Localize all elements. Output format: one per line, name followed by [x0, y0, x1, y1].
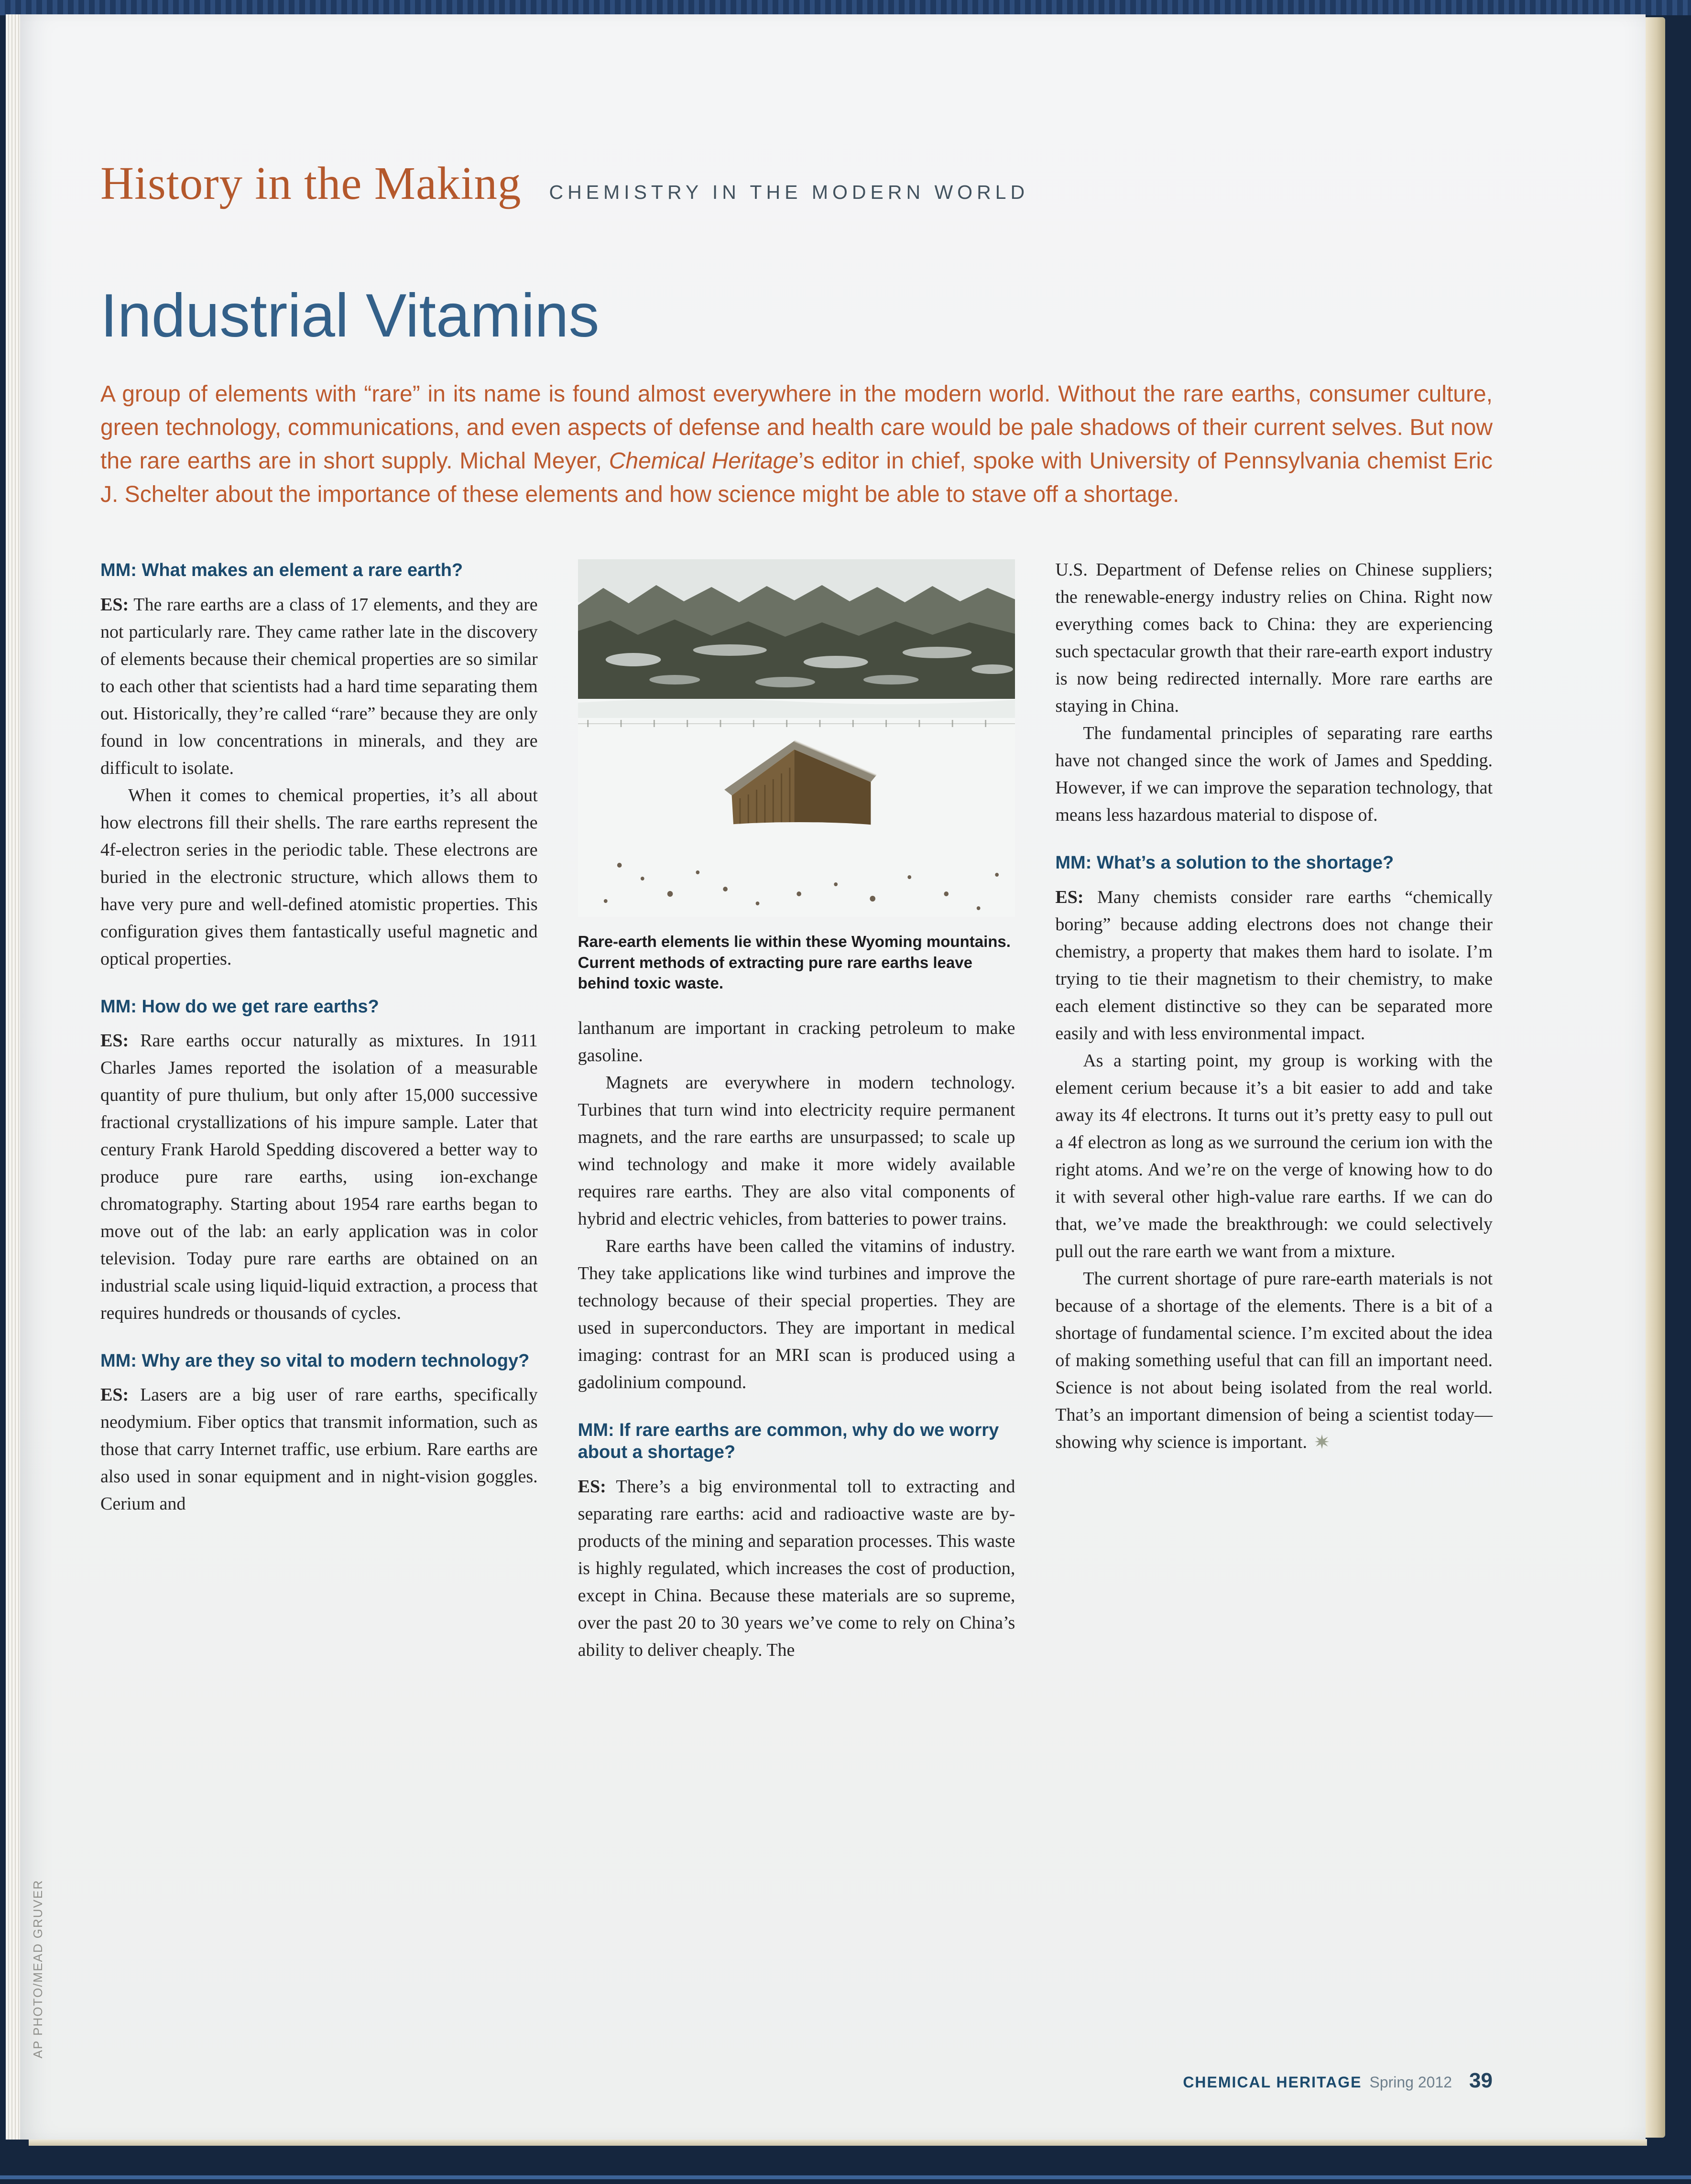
- paragraph-continued: U.S. Department of Defense relies on Chinese suppliers; the renewable-energy industry relies on China. Right now everything comes back to China: they are experiencing such spectacular growth that their rare-earth export industry is now being redirected internally. More rare earths are staying in China.: [1055, 560, 1493, 717]
- magazine-name: Chemical Heritage: [609, 448, 799, 474]
- binding-bottom-highlight: [0, 2175, 1691, 2179]
- section-title: History in the Making: [100, 158, 522, 209]
- question-heading: MM: If rare earths are common, why do we worry about a shortage?: [578, 1420, 999, 1463]
- answer-paragraph: [100, 1381, 538, 1518]
- paragraph: Magnets are everywhere in modern technology. Turbines that turn wind into electricity require permanent magnets, and the rare earths are unsurpassed; to scale up wind technology and make it more widely available requires rare earths. They are also vital components of hybrid and electric vehicles, from batteries to power trains.: [578, 1072, 1015, 1229]
- paragraph: The fundamental principles of separating rare earths have not changed since the work of James and Spedding. However, if we can improve the separation technology, that means less hazardous material to dispose of.: [1055, 723, 1493, 826]
- speaker-label: ES:: [100, 1031, 129, 1051]
- speaker-label: ES:: [1055, 887, 1084, 907]
- page-footer: [1183, 2069, 1493, 2093]
- answer-paragraph: [100, 1027, 538, 1327]
- closing-paragraph: [1055, 1265, 1493, 1456]
- bottom-page-stack-edge: [29, 2139, 1647, 2146]
- paragraph: When it comes to chemical properties, it’s all about how electrons fill their shells. The rare earths represent the 4f-electron series in the periodic table. These electrons are buried in the electronic structure, which allows them to have very pure and well-defined atomistic properties. This configuration gives them fantastically useful magnetic and optical properties.: [100, 785, 538, 969]
- photo-caption: Rare-earth elements lie within these Wyoming mountains. Current methods of extracting pure rare earths leave behind toxic waste.: [578, 933, 1011, 992]
- left-page-stack-edge: [6, 14, 20, 2140]
- paragraph-continued: lanthanum are important in cracking petroleum to make gasoline.: [578, 1018, 1015, 1065]
- binding-top-edge: [0, 0, 1691, 15]
- speaker-label: ES:: [578, 1476, 606, 1497]
- column-2: [578, 556, 1015, 1663]
- answer-paragraph: [578, 1473, 1015, 1664]
- section-header: [100, 157, 1493, 210]
- page-content: [20, 14, 1646, 1664]
- right-fore-edge: [1644, 17, 1665, 2138]
- speaker-label: ES:: [100, 594, 129, 615]
- answer-paragraph: [100, 591, 538, 782]
- paragraph-text: Many chemists consider rare earths “chemically boring” because adding electrons does not change their chemistry, a property that makes them hard to isolate. I’m trying to tie their magnetism to their chemistry, to make each element distinctive so they can be separated more easily and with less environmental impact.: [1055, 887, 1493, 1043]
- column-3: [1055, 556, 1493, 1663]
- article-title: Industrial Vitamins: [100, 282, 600, 350]
- question-heading: MM: What’s a solution to the shortage?: [1055, 853, 1394, 873]
- paragraph-text: There’s a big environmental toll to extracting and separating rare earths: acid and radioactive waste are by-products of the mining and separation processes. This waste is highly regulated, which increases the cost of production, except in China. Because these materials are so supreme, over the past 20 to 30 years we’ve come to rely on China’s ability to deliver cheaply. The: [578, 1476, 1015, 1660]
- paragraph-text: Lasers are a big user of rare earths, specifically neodymium. Fiber optics that transmit information, such as those that carry Internet traffic, use erbium. Rare earths are also used in sonar equipment and in night-vision goggles. Cerium and: [100, 1385, 538, 1514]
- issue-label: Spring 2012: [1369, 2074, 1452, 2091]
- question-heading: MM: What makes an element a rare earth?: [100, 560, 463, 581]
- photo-credit: AP PHOTO/MEAD GRUVER: [31, 1879, 45, 2058]
- paragraph-text: Rare earths occur naturally as mixtures. In 1911 Charles James reported the isolation of a measurable quantity of pure thulium, but only after 15,000 successive fractional crystallizations of his impure sample. Later that century Frank Harold Spedding discovered a better way to produce pure rare earths, using ion-exchange chromatography. Starting about 1954 rare earths began to move out of the lab: an early application was in color television. Today pure rare earths are obtained on an industrial scale using liquid-liquid extraction, a process that requires hundreds or thousands of cycles.: [100, 1031, 538, 1324]
- article-intro: [100, 378, 1493, 511]
- paragraph: Rare earths have been called the vitamins of industry. They take applications like wind turbines and improve the technology because of their special properties. They are used in superconductors. They are important in medical imaging: contrast for an MRI scan is produced using a gadolinium compound.: [578, 1236, 1015, 1392]
- gear-end-mark-icon: [1314, 1434, 1330, 1450]
- column-1: [100, 556, 538, 1663]
- question-heading: MM: Why are they so vital to modern technology?: [100, 1351, 530, 1371]
- intro-text-before: A group of elements with “rare” in its name is found almost everywhere in the modern world. Without the rare earths, consumer culture, green technology, communications, and even aspects of defense and health care would be pale shadows of their current selves. But now the rare earths are in short supply. Michal Meyer,: [100, 381, 1493, 474]
- page-number: 39: [1469, 2069, 1493, 2092]
- magazine-page: [20, 14, 1646, 2140]
- question-heading: MM: How do we get rare earths?: [100, 996, 379, 1017]
- rare-earth-photo: [578, 559, 1015, 994]
- paragraph: As a starting point, my group is working with the element cerium because it’s a bit easier to add and take away its 4f electrons. It turns out it’s pretty easy to pull out a 4f electron as long as we surround the cerium ion with the right atoms. And we’re on the verge of knowing how to do it with several other high-value rare earths. If we can do that, we’ve made the breakthrough: we could selectively pull out the rare earth we want from a mixture.: [1055, 1050, 1493, 1261]
- paragraph-text: The rare earths are a class of 17 elements, and they are not particularly rare. They came rather late in the discovery of elements because their chemical properties are so similar to each other that scientists had a hard time separating them out. Historically, they’re called “rare” because they are only found in low concentrations in minerals, and they are difficult to isolate.: [100, 594, 538, 778]
- speaker-label: ES:: [100, 1385, 129, 1405]
- intro-text-after: ’s editor in chief, spoke with University of Pennsylvania chemist Eric J. Schelter about the importance of these elements and how science might be able to stave off a shortage.: [100, 448, 1493, 508]
- magazine-title: CHEMICAL HERITAGE: [1183, 2074, 1362, 2091]
- section-subtitle: CHEMISTRY IN THE MODERN WORLD: [549, 181, 1029, 203]
- winter-landscape-photo-illustration: [578, 559, 1015, 917]
- answer-paragraph: [1055, 884, 1493, 1047]
- paragraph-text: The current shortage of pure rare-earth materials is not because of a shortage of the elements. There is a bit of a shortage of fundamental science. I’m excited about the idea of making something useful that can fill an important need. Science is not about being isolated from the real world. That’s an important dimension of being a scientist today—showing why science is important.: [1055, 1268, 1493, 1452]
- article-columns: [100, 556, 1493, 1663]
